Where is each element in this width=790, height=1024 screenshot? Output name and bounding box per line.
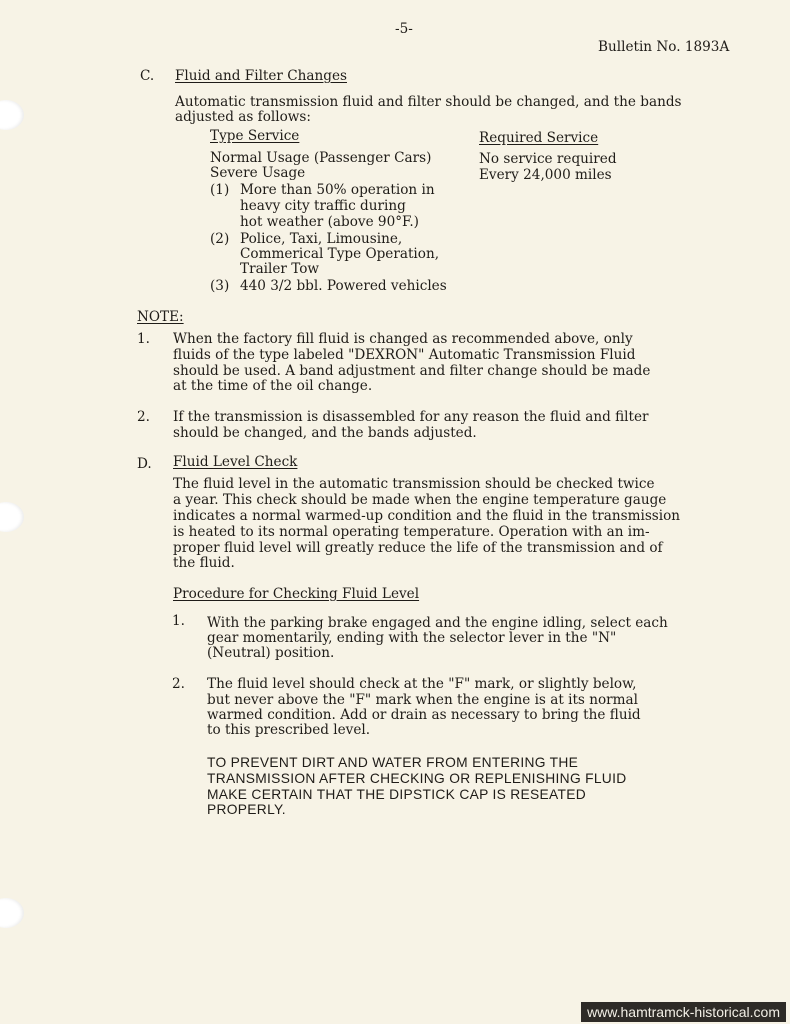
page-number: -5-: [395, 21, 413, 37]
paragraph-line: to this prescribed level.: [207, 722, 371, 738]
punch-hole: [0, 898, 24, 928]
warning-line: TRANSMISSION AFTER CHECKING OR REPLENISHING FLUID: [207, 771, 627, 786]
table-cell-required: No service required: [479, 151, 617, 167]
paragraph-line: adjusted as follows:: [175, 109, 311, 125]
column-header-type: Type Service: [210, 128, 300, 144]
paragraph-line: at the time of the oil change.: [173, 378, 373, 394]
list-number: 1.: [137, 331, 150, 347]
procedure-title: Procedure for Checking Fluid Level: [173, 586, 420, 602]
table-cell-type: Normal Usage (Passenger Cars): [210, 150, 432, 166]
warning-line: PROPERLY.: [207, 802, 286, 817]
paragraph-line: (Neutral) position.: [207, 645, 335, 661]
section-letter: C.: [140, 68, 155, 84]
paragraph-line: When the factory fill fluid is changed as recommended above, only: [173, 331, 633, 347]
paragraph-line: With the parking brake engaged and the engine idling, select each: [207, 615, 668, 631]
list-line: Police, Taxi, Limousine,: [240, 231, 403, 247]
table-cell-type: Severe Usage: [210, 165, 306, 181]
table-cell-required: Every 24,000 miles: [479, 167, 612, 183]
list-number: 2.: [137, 409, 150, 425]
bulletin-number: Bulletin No. 1893A: [598, 39, 730, 55]
paragraph-line: Automatic transmission fluid and filter should be changed, and the bands: [175, 94, 682, 110]
list-number: 2.: [172, 676, 185, 692]
paragraph-line: fluids of the type labeled "DEXRON" Automatic Transmission Fluid: [173, 347, 636, 363]
section-title: Fluid Level Check: [173, 454, 298, 470]
warning-line: TO PREVENT DIRT AND WATER FROM ENTERING THE: [207, 755, 579, 770]
paragraph-line: indicates a normal warmed-up condition and the fluid in the transmission: [173, 508, 681, 524]
list-number: 1.: [172, 613, 185, 629]
paragraph-line: a year. This check should be made when the engine temperature gauge: [173, 492, 667, 508]
warning-line: MAKE CERTAIN THAT THE DIPSTICK CAP IS RESEATED: [207, 787, 586, 802]
paragraph-line: gear momentarily, ending with the selector lever in the "N": [207, 630, 617, 646]
paragraph-line: should be changed, and the bands adjusted.: [173, 425, 477, 441]
paragraph-line: the fluid.: [173, 555, 235, 571]
paragraph-line: The fluid level should check at the "F" mark, or slightly below,: [207, 676, 637, 692]
paragraph-line: is heated to its normal operating temperature. Operation with an im-: [173, 524, 650, 540]
punch-hole: [0, 100, 24, 130]
paragraph-line: but never above the "F" mark when the engine is at its normal: [207, 692, 638, 708]
list-line: hot weather (above 90°F.): [240, 214, 419, 230]
paragraph-line: If the transmission is disassembled for any reason the fluid and filter: [173, 409, 649, 425]
list-line: heavy city traffic during: [240, 198, 406, 214]
punch-hole: [0, 502, 24, 532]
column-header-required: Required Service: [479, 130, 599, 146]
list-line: Trailer Tow: [240, 261, 320, 277]
list-line: Commerical Type Operation,: [240, 246, 440, 262]
paragraph-line: proper fluid level will greatly reduce the life of the transmission and of: [173, 540, 663, 556]
paragraph-line: should be used. A band adjustment and filter change should be made: [173, 363, 651, 379]
note-title: NOTE:: [137, 309, 184, 325]
paragraph-line: warmed condition. Add or drain as necessary to bring the fluid: [207, 707, 641, 723]
list-number: (1): [210, 182, 230, 198]
paragraph-line: The fluid level in the automatic transmission should be checked twice: [173, 476, 655, 492]
section-title: Fluid and Filter Changes: [175, 68, 347, 84]
list-number: (2): [210, 231, 230, 247]
list-line: More than 50% operation in: [240, 182, 435, 198]
list-number: (3): [210, 278, 230, 294]
section-letter: D.: [137, 456, 152, 472]
site-watermark: www.hamtramck-historical.com: [581, 1002, 786, 1022]
list-line: 440 3/2 bbl. Powered vehicles: [240, 278, 447, 294]
